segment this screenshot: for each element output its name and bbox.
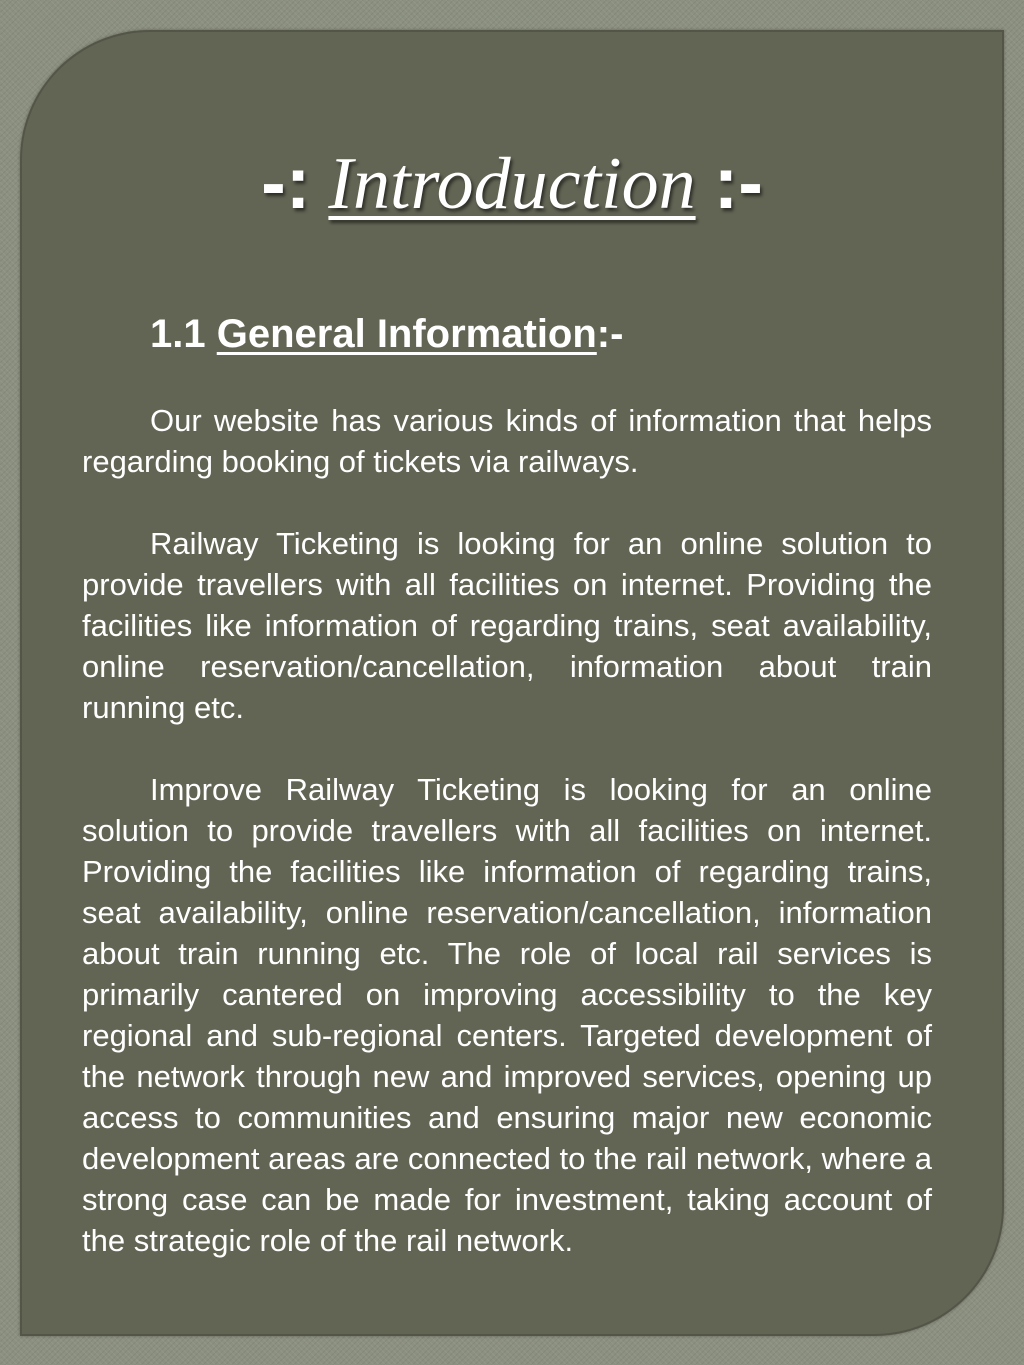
- title-text: Introduction: [328, 143, 696, 225]
- section-heading: [150, 310, 623, 358]
- section-number: 1.1: [150, 312, 206, 356]
- section-heading-label: General Information: [216, 312, 597, 356]
- section-heading-suffix: :-: [596, 312, 624, 356]
- title-prefix: -:: [261, 141, 311, 224]
- slide-title: [20, 138, 1004, 229]
- paragraph-railway-ticketing: Railway Ticketing is looking for an online solution to provide travellers with all facilities on internet. Providing the facilities like information of regarding trains, seat availability, online reservation/cancellation, information about train running etc.: [82, 526, 932, 725]
- paragraph-intro: Our website has various kinds of information that helps regarding booking of tickets via railways.: [82, 403, 932, 479]
- paragraph-improve-ticketing: Improve Railway Ticketing is looking for an online solution to provide travellers with all facilities on internet. Providing the facilities like information of regarding trains, seat availability, online reservation/cancellation, information about train running etc. The role of local rail services is primarily cantered on improving accessibility to the key regional and sub-regional centers. Targeted development of the network through new and improved services, opening up access to communities and ensuring major new economic development areas are connected to the rail network, where a strong case can be made for investment, taking account of the strategic role of the rail network.: [82, 772, 932, 1258]
- title-suffix: :-: [713, 141, 763, 224]
- slide-panel: [20, 30, 1004, 1336]
